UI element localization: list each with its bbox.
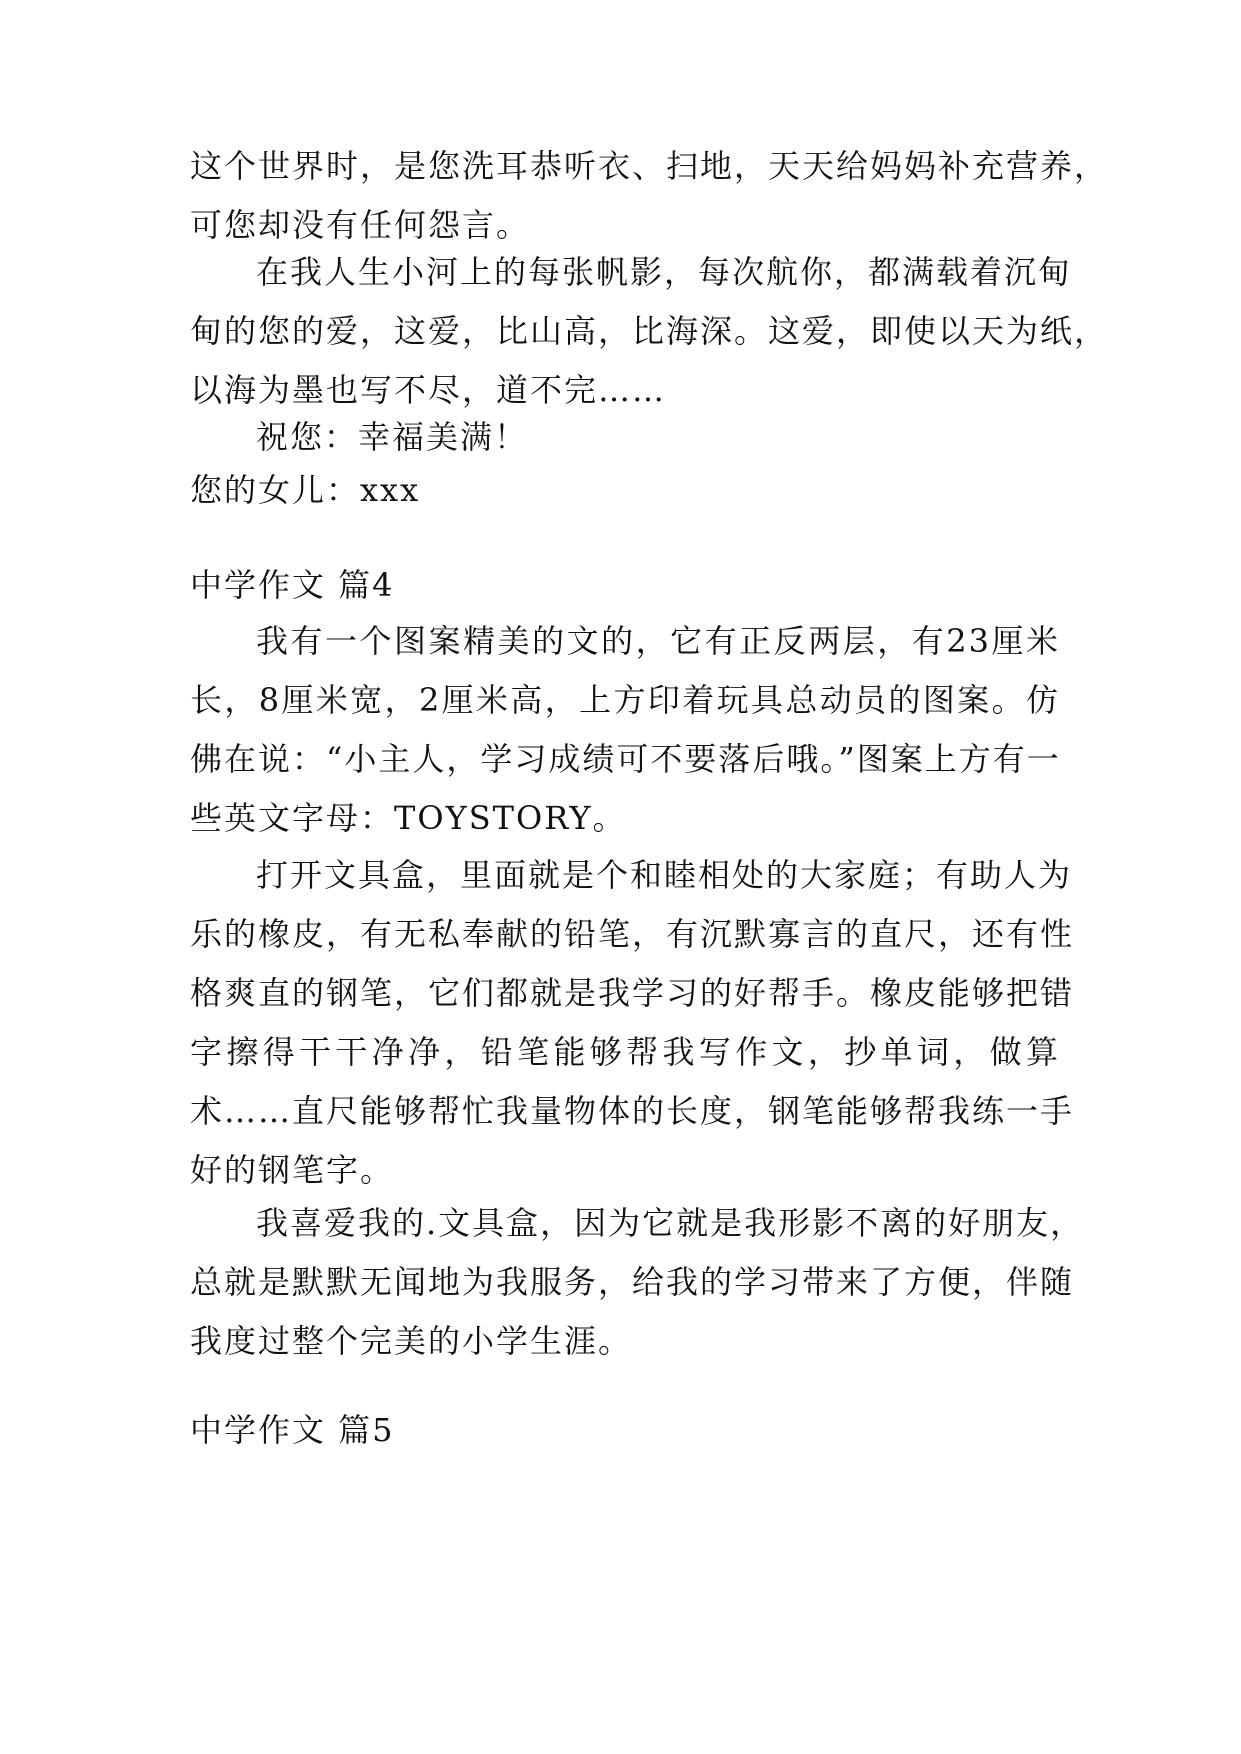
essay5-heading (190, 1401, 1060, 1460)
letter-paragraph-2 (190, 243, 1109, 420)
text-line: 乐的橡皮，有无私奉献的铅笔，有沉默寡言的直尺，还有性 (190, 915, 1075, 953)
text-line: 以海为墨也写不尽，道不完…… (190, 371, 667, 409)
text-line: 长，8厘米宽，2厘米高，上方印着玩具总动员的图案。仿 (190, 681, 1060, 719)
text-line: 祝您：幸福美满！ (256, 418, 529, 456)
text-line: 甸的您的爱，这爱，比山高，比海深。这爱，即使以天为纸， (190, 312, 1109, 350)
letter-signature (190, 461, 1060, 520)
text-line: 字擦得干干净净，铅笔能够帮我写作文，抄单词，做算 (190, 1033, 1060, 1071)
text-line: 总就是默默无闻地为我服务，给我的学习带来了方便，伴随 (190, 1263, 1075, 1301)
essay4-paragraph-3 (190, 1194, 1085, 1371)
text-line: 格爽直的钢笔，它们都就是我学习的好帮手。橡皮能够把错 (190, 974, 1075, 1012)
text-line: 打开文具盒，里面就是个和睦相处的大家庭；有助人为 (256, 856, 1073, 894)
text-line: 术……直尺能够帮忙我量物体的长度，钢笔能够帮我练一手 (190, 1092, 1075, 1130)
letter-closing (190, 408, 1060, 467)
section-heading: 中学作文 篇4 (190, 566, 395, 604)
essay4-heading (190, 556, 1060, 615)
text-line: 可您却没有任何怨言。 (190, 206, 531, 244)
text-line: 我度过整个完美的小学生涯。 (190, 1322, 633, 1360)
essay4-paragraph-1 (190, 612, 1060, 848)
text-line: 我喜爱我的.文具盒，因为它就是我形影不离的好朋友， (256, 1204, 1085, 1242)
text-line: 佛在说：“小主人，学习成绩可不要落后哦。”图案上方有一 (190, 740, 1061, 778)
text-line: 在我人生小河上的每张帆影，每次航你，都满载着沉甸 (256, 253, 1073, 291)
text-line: 您的女儿：xxx (190, 471, 421, 509)
text-line: 这个世界时，是您洗耳恭听衣、扫地，天天给妈妈补充营养， (190, 147, 1109, 185)
text-line: 好的钢笔字。 (190, 1151, 395, 1189)
section-heading: 中学作文 篇5 (190, 1411, 395, 1449)
text-line: 些英文字母：TOYSTORY。 (190, 799, 627, 837)
text-line: 我有一个图案精美的文的，它有正反两层，有23厘米 (256, 622, 1060, 660)
essay4-paragraph-2 (190, 846, 1075, 1200)
letter-paragraph-1 (190, 137, 1109, 255)
